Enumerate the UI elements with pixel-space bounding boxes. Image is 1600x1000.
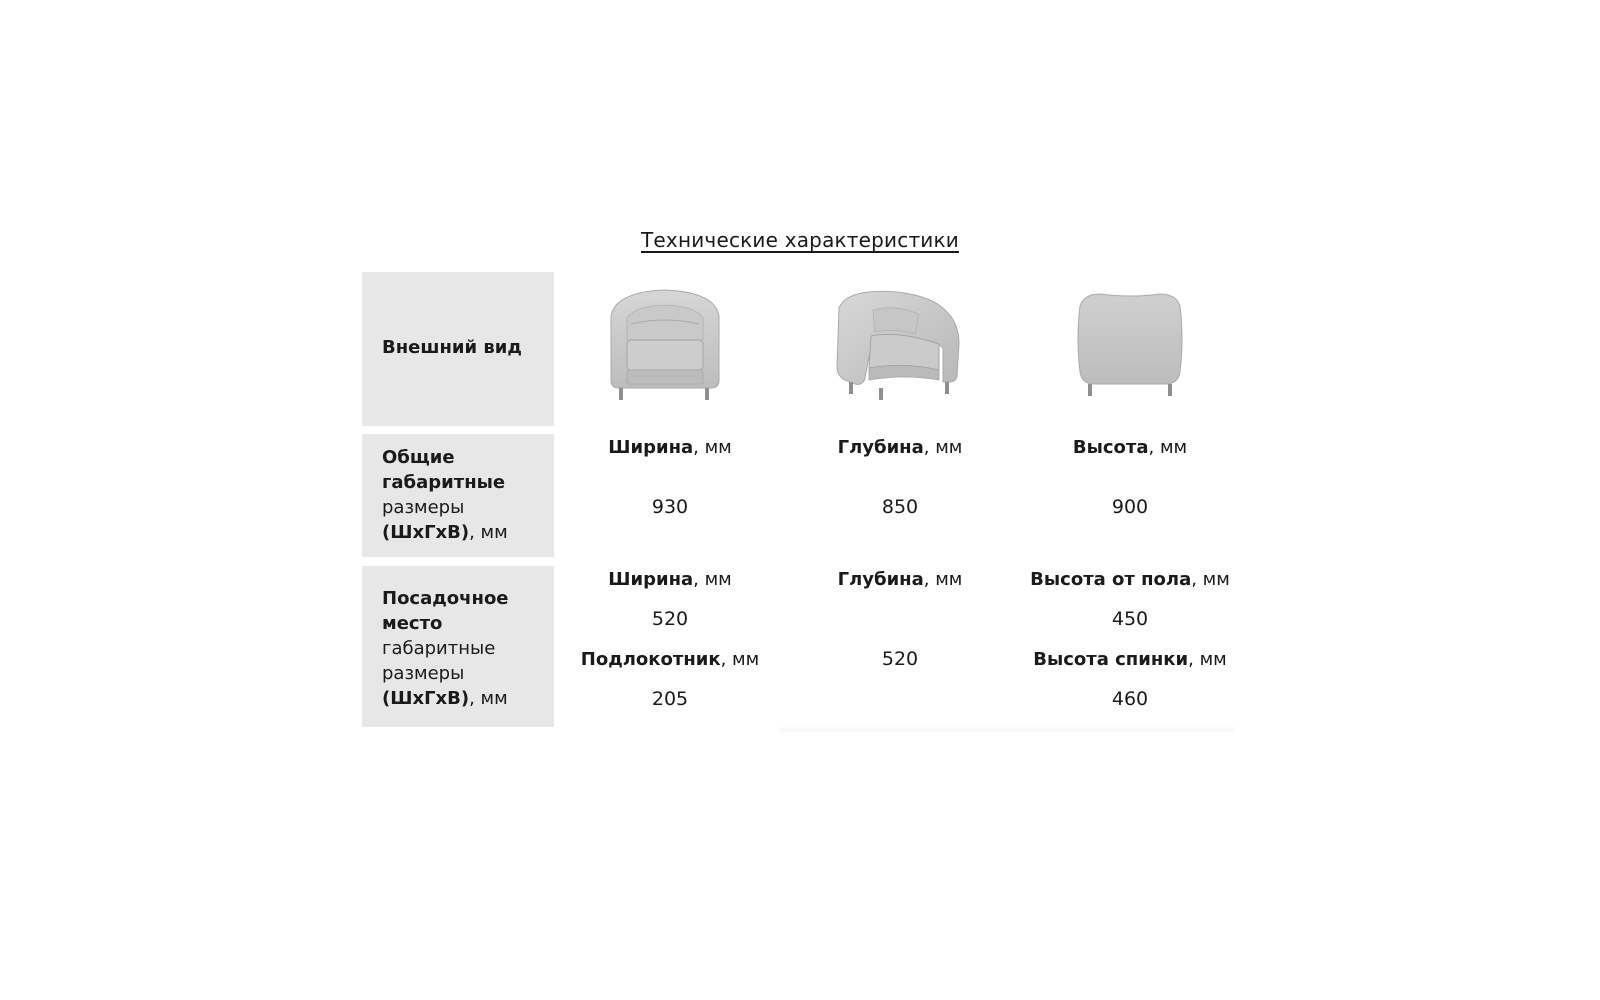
label-seat-dimensions: Посадочное место габаритные размеры (ШхГхВ), мм — [362, 566, 554, 727]
back-height-header: Высота спинки, мм — [1033, 649, 1227, 670]
seat-depth-value: 520 — [881, 648, 919, 670]
label-appearance: Внешний вид — [362, 272, 554, 426]
overall-height-header: Высота, мм — [1072, 437, 1188, 458]
armrest-header: Подлокотник, мм — [580, 649, 760, 670]
armchair-back-icon — [1070, 288, 1190, 403]
seat-depth-header: Глубина, мм — [837, 569, 963, 590]
seat-width-value: 520 — [651, 608, 689, 630]
label-overall-dimensions: Общие габаритные размеры (ШхГхВ), мм — [362, 434, 554, 557]
armchair-angled-icon — [835, 288, 965, 403]
overall-height-value: 900 — [1111, 496, 1149, 518]
overall-width-value: 930 — [651, 496, 689, 518]
seat-height-floor-value: 450 — [1111, 608, 1149, 630]
seat-width-header: Ширина, мм — [608, 569, 732, 590]
divider-shadow — [780, 726, 1235, 734]
seat-height-floor-header: Высота от пола, мм — [1030, 569, 1230, 590]
page-title: Технические характеристики — [641, 228, 959, 252]
armrest-value: 205 — [651, 688, 689, 710]
back-height-value: 460 — [1111, 688, 1149, 710]
overall-width-header: Ширина, мм — [608, 437, 732, 458]
overall-depth-header: Глубина, мм — [837, 437, 963, 458]
armchair-front-icon — [605, 288, 725, 403]
overall-depth-value: 850 — [881, 496, 919, 518]
